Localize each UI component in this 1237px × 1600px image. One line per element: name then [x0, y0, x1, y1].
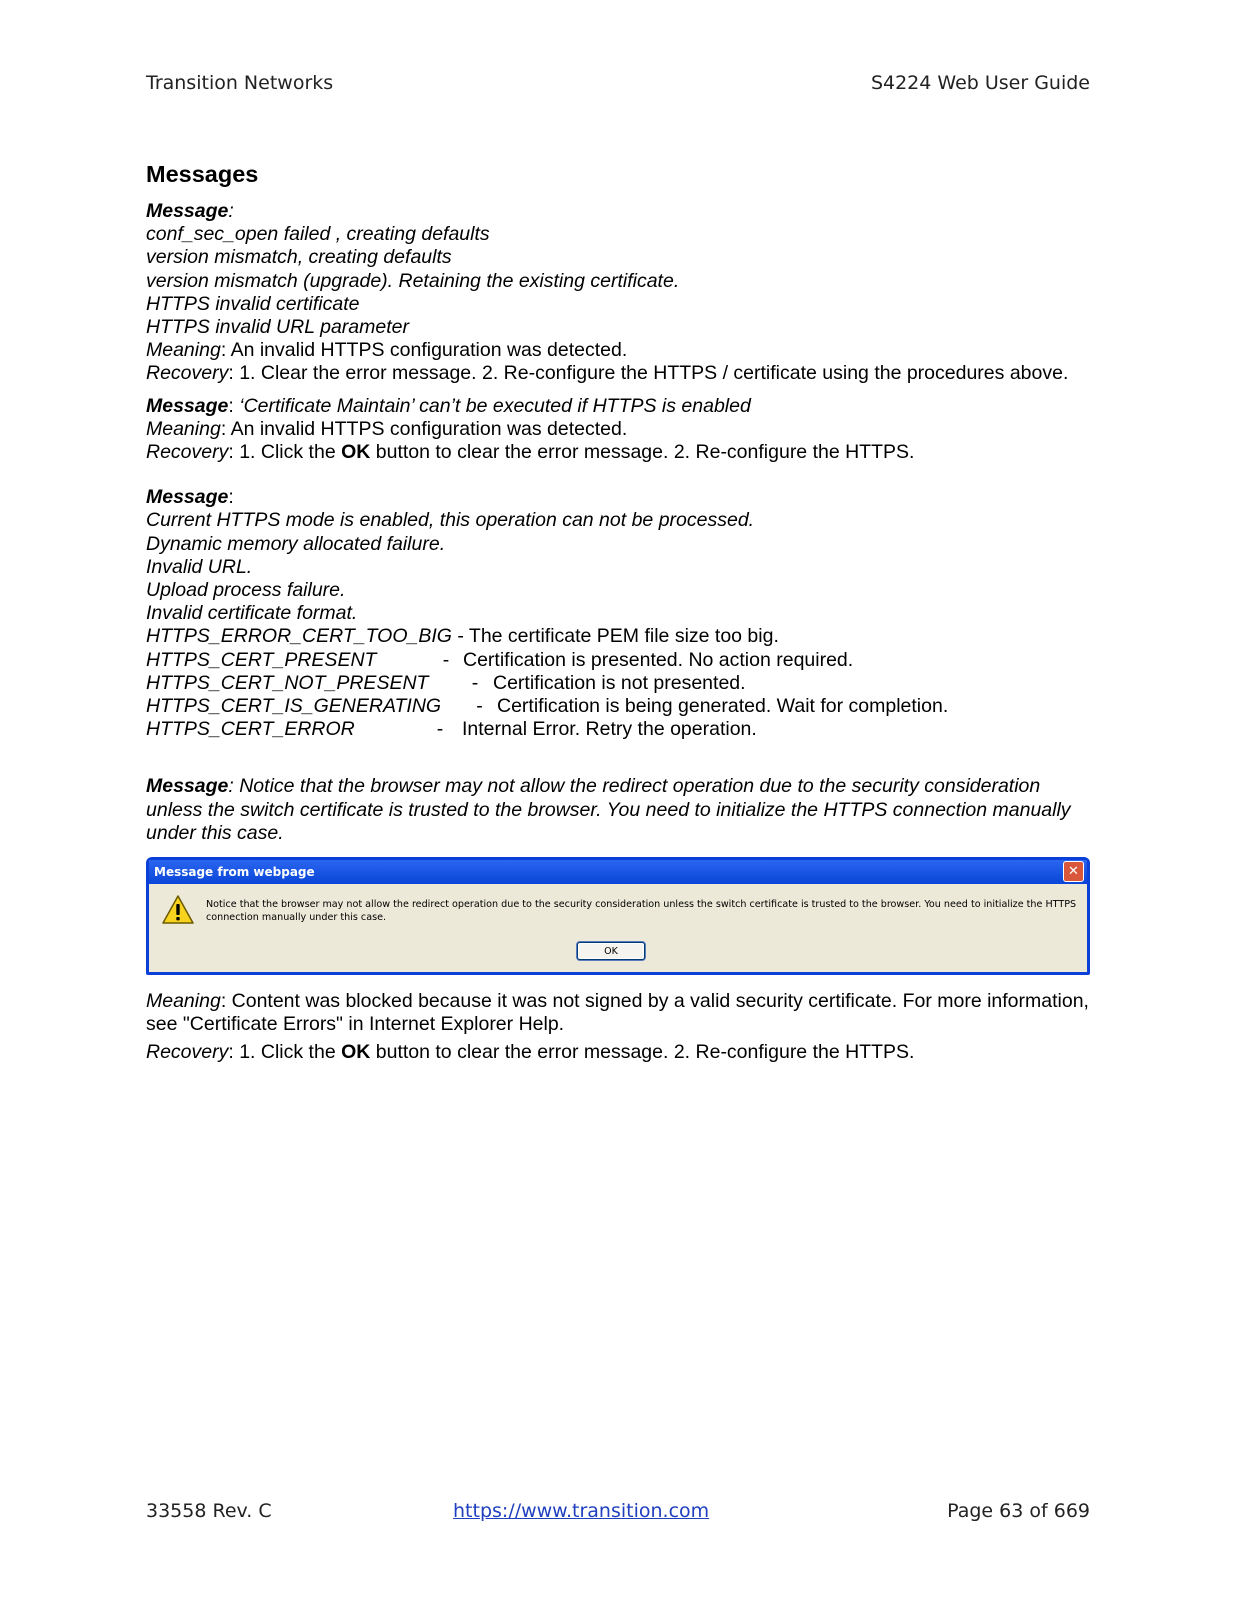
message-block-1: Message: conf_sec_open failed , creating defaults version mismatch, creating defaults version mismatch (upgrade). Retaining the existing certificate. HTTPS invalid certificate HTTPS invalid URL parameter Meaning: An invalid HTTPS configuration was detected. Recovery: 1. Clear the error message. 2. Re-configure the HTTPS / certificate using the procedures above.	[146, 200, 1069, 385]
ok-reference: OK	[341, 441, 371, 464]
message-dialog	[146, 857, 1090, 975]
footer-left: 33558 Rev. C	[146, 1500, 272, 1522]
meaning-label: Meaning	[146, 339, 221, 362]
ok-button[interactable]: OK	[577, 942, 645, 960]
recovery-label: Recovery	[146, 1041, 229, 1064]
page-footer	[146, 1500, 1090, 1522]
error-description: Certification is being generated. Wait for completion.	[497, 695, 949, 718]
close-icon[interactable]: ✕	[1063, 861, 1084, 882]
recovery-label: Recovery	[146, 362, 229, 385]
message-line: Invalid URL.	[146, 555, 253, 578]
message-block-3: Message: Current HTTPS mode is enabled, this operation can not be processed. Dynamic memory allocated failure. Invalid URL. Upload process failure. Invalid certificate format. HTTPS_ERROR_CERT_TOO_BIG - The certificate PEM file size too big. HTTPS_CERT_PRESENT - Certification is presented. No action required. HTTPS_CERT_NOT_PRESENT - Certification is not presented. HTTPS_CERT_IS_GENERATING - Certification is being generated. Wait for completion. HTTPS_CERT_ERROR - Internal Error. Retry the operation.	[146, 486, 1090, 741]
error-code: HTTPS_CERT_ERROR	[146, 718, 355, 741]
meaning-text: : Content was blocked because it was not signed by a valid security certificate. For more information, see "Certificate Errors" in Internet Explorer Help.	[146, 990, 1089, 1036]
code-row	[146, 695, 1090, 718]
ok-reference: OK	[341, 1041, 371, 1064]
meaning-label: Meaning	[146, 990, 221, 1013]
message-line: Dynamic memory allocated failure.	[146, 532, 446, 555]
message-text: : Notice that the browser may not allow the redirect operation due to the security consideration unless the switch certificate is trusted to the browser. You need to initialize the HTTPS connection manually under this case.	[146, 775, 1071, 844]
header-right: S4224 Web User Guide	[870, 72, 1090, 94]
content	[146, 160, 1090, 1065]
dash: -	[471, 671, 479, 694]
message-label: Message	[146, 486, 229, 509]
dialog-title: Message from webpage	[149, 860, 1087, 884]
meaning-text: : An invalid HTTPS configuration was detected.	[220, 417, 628, 440]
header-left: Transition Networks	[146, 72, 334, 94]
message-line: version mismatch, creating defaults	[146, 246, 452, 269]
page-header	[146, 72, 1090, 94]
recovery-text: : 1. Click the	[228, 441, 342, 464]
recovery-label: Recovery	[146, 441, 229, 464]
recovery-text: : 1. Clear the error message. 2. Re-configure the HTTPS / certificate using the procedures above.	[228, 362, 1069, 385]
footer-link[interactable]: https://www.transition.com	[453, 1500, 710, 1522]
warning-icon	[161, 894, 195, 926]
message-line: HTTPS invalid URL parameter	[146, 316, 409, 339]
code-row	[146, 672, 1090, 695]
error-code: HTTPS_CERT_PRESENT	[146, 648, 377, 671]
message-line: HTTPS invalid certificate	[146, 292, 360, 315]
error-code: HTTPS_CERT_NOT_PRESENT	[146, 671, 429, 694]
dash: -	[476, 695, 483, 718]
code-row	[146, 649, 1090, 672]
code-row	[146, 718, 1090, 741]
dialog-body	[149, 884, 1087, 972]
error-description: Internal Error. Retry the operation.	[462, 718, 757, 741]
dash: -	[436, 718, 444, 741]
message-line: Invalid certificate format.	[146, 602, 358, 625]
message-line: Current HTTPS mode is enabled, this operation can not be processed.	[146, 509, 755, 532]
message-text: ‘Certificate Maintain’ can’t be executed if HTTPS is enabled	[239, 394, 751, 417]
message-label: Message	[146, 775, 229, 798]
error-code: HTTPS_CERT_IS_GENERATING	[146, 695, 442, 718]
recovery-text: button to clear the error message. 2. Re-configure the HTTPS.	[370, 1041, 915, 1064]
dash: -	[442, 648, 450, 671]
section-heading: Messages	[146, 161, 259, 187]
recovery-text: button to clear the error message. 2. Re-configure the HTTPS.	[370, 441, 915, 464]
error-description: Certification is not presented.	[493, 671, 746, 694]
error-description: - The certificate PEM file size too big.	[451, 625, 779, 648]
dialog-message: Notice that the browser may not allow the redirect operation due to the security consideration unless the switch certificate is trusted to the browser. You need to initialize the HTTPS connection manually under this case.	[206, 899, 1077, 923]
page-number: Page 63 of 669	[947, 1500, 1090, 1522]
recovery-text: : 1. Click the	[228, 1041, 342, 1064]
meaning-text: : An invalid HTTPS configuration was detected.	[220, 339, 628, 362]
message-label: Message	[146, 200, 229, 222]
message-line: Upload process failure.	[146, 579, 346, 602]
error-code: HTTPS_ERROR_CERT_TOO_BIG	[146, 625, 452, 648]
message-block-4	[146, 775, 1090, 1064]
error-description: Certification is presented. No action required.	[463, 648, 854, 671]
message-block-2: Message: ‘Certificate Maintain’ can’t be executed if HTTPS is enabled Meaning: An invalid HTTPS configuration was detected. Recovery: 1. Click the OK button to clear the error message. 2. Re-configure the HTTPS.	[146, 394, 915, 464]
message-label: Message	[146, 394, 229, 417]
meaning-label: Meaning	[146, 417, 221, 440]
message-line: version mismatch (upgrade). Retaining the existing certificate.	[146, 269, 680, 292]
message-line: conf_sec_open failed , creating defaults	[146, 223, 490, 246]
